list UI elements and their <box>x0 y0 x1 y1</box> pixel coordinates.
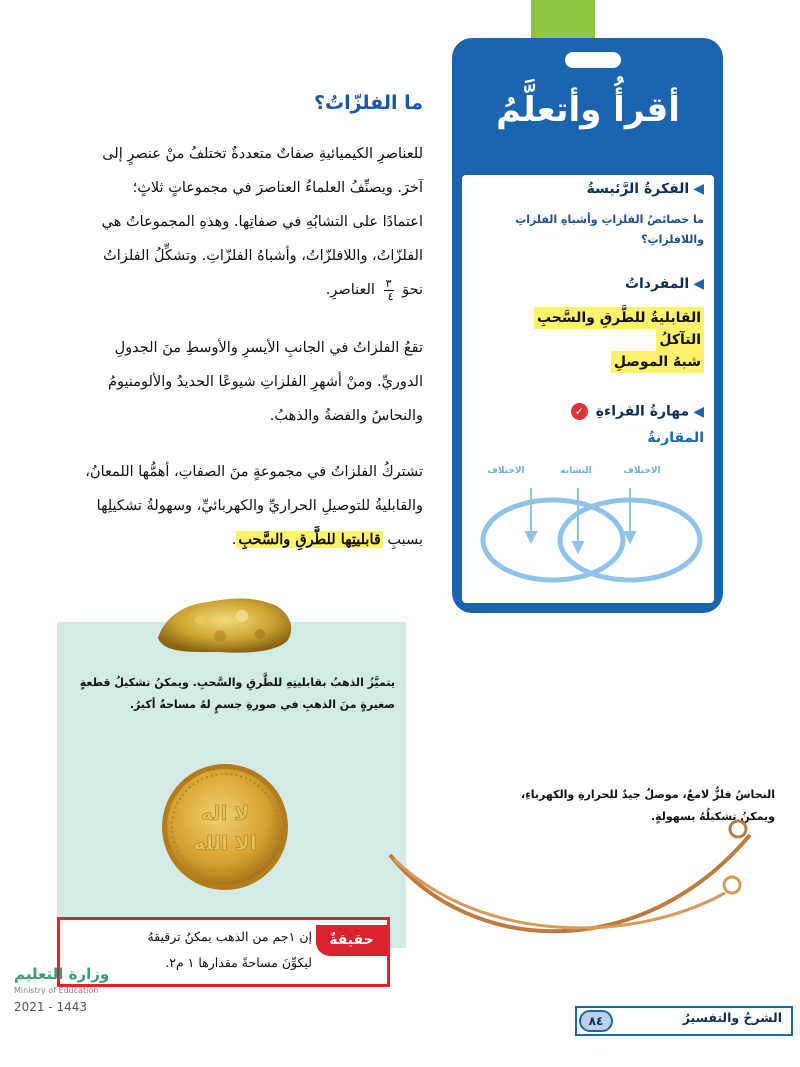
gold-caption: يتميَّزُ الذهبُ بقابليتِهِ للطَّرقِ والسَّحبِ. ويمكنُ تشكيلُ قطعةٍ صغيرةٍ منَ الذهبِ في صورةِ جسمٍ لهُ مساحةٌ أكبرُ. <box>79 676 395 711</box>
paragraph-location <box>53 331 423 433</box>
venn-arrow-head <box>625 532 635 542</box>
fact-line: ليكوِّنَ مساحةً مقدارها ١ م٢. <box>165 955 312 970</box>
paragraph-line: الدوريِّ. ومنْ أشهرِ الفلزاتِ شيوعًا الحديدُ والألومنيومُ <box>108 374 423 390</box>
coin-inscription-1: لا اله <box>200 801 250 825</box>
fact-line: إن ١جم من الذهب يمكنُ ترقيقهُ <box>147 929 312 944</box>
copper-caption: النحاسُ فلزٌّ لامعٌ، موصلٌ جيدٌ للحرارةِ والكهرباءِ، ويمكنُ تشكيلُهُ بسهولةٍ. <box>520 788 775 823</box>
paragraph-line: والنحاسُ والفضةُ والذهبُ. <box>269 408 423 424</box>
paragraph-line: تقعُ الفلزاتُ في الجانبِ الأيسرِ والأوسطِ منَ الجدولِ <box>114 340 423 356</box>
page-number: ٨٤ <box>579 1010 613 1032</box>
panel-hanger-hole <box>565 52 621 68</box>
footer-section-label: الشرحُ والتفسيرُ <box>682 1010 782 1025</box>
fraction-denominator: ٤ <box>387 289 394 303</box>
main-idea-heading-label: الفكرةُ الرَّئيسةُ <box>586 181 690 197</box>
section-title: ما الفلزّاتُ؟ <box>313 92 423 114</box>
ministry-name-en: Ministry of Education <box>14 986 99 995</box>
gold-nugget-image <box>150 590 300 660</box>
vocab-item: القابليةُ للطَّرقِ والسَّحبِ <box>534 307 704 329</box>
reading-skill-heading-label: مهارةُ القراءةِ <box>595 403 690 420</box>
venn-label-difference: الاختلاف <box>487 466 525 476</box>
paragraph-line: آخرَ. ويصنِّفُ العلماءُ العناصرَ في مجموعاتٍ ثلاثٍ؛ <box>132 180 423 196</box>
triangle-arrow-icon: ◀ <box>693 403 704 420</box>
ministry-logo: وزارة التعليم <box>14 965 110 983</box>
paragraph-properties <box>53 455 423 557</box>
paragraph-line: والقابليةُ للتوصيلِ الحراريِّ والكهربائيِّ، وسهولةُ تشكيلِها <box>96 498 423 514</box>
coin-inscription-2: الا الله <box>193 831 257 855</box>
venn-diagram <box>470 470 710 590</box>
venn-circle-left <box>483 500 623 580</box>
main-idea-heading <box>464 181 704 197</box>
paragraph-line <box>53 523 423 557</box>
vocab-item: التآكلُ <box>656 329 704 351</box>
vocab-item: شبهُ الموصلِ <box>611 351 704 373</box>
fraction-suffix: العناصرِ. <box>325 282 375 298</box>
highlight-prefix: بسببِ <box>387 532 423 548</box>
highlighted-term: قابليتِها للطَّرقِ والسَّحبِ <box>238 531 381 548</box>
paragraph-line: تشتركُ الفلزاتُ في مجموعةٍ منَ الصفاتِ، أهمُّها اللمعانُ، <box>85 464 423 480</box>
fraction <box>384 278 394 303</box>
paragraph-line <box>53 273 423 307</box>
fraction-numerator: ٣ <box>385 276 392 290</box>
vocab-heading <box>464 276 704 292</box>
paragraph-line: للعناصرِ الكيميائيةِ صفاتٌ متعددةٌ تختلفُ منْ عنصرٍ إلى <box>102 146 423 162</box>
panel-title: أقرأُ وأتعلَّمُ <box>496 90 680 130</box>
venn-label-similarity: التشابه <box>560 466 592 476</box>
reading-skill: المقارنةُ <box>647 430 704 446</box>
check-icon: ✓ <box>571 403 588 420</box>
vocab-list <box>464 307 704 373</box>
paragraph-classification <box>53 137 423 307</box>
triangle-arrow-icon: ◀ <box>693 181 704 197</box>
edition-year: 2021 - 1443 <box>14 1000 88 1014</box>
highlight-suffix: . <box>231 532 237 548</box>
gold-coin-image <box>160 762 290 892</box>
paragraph-line: اعتمادًا على التشابُهِ في صفاتِها. وهذهِ المجموعاتُ هي <box>101 214 423 230</box>
fact-label: حقيقةٌ <box>316 925 387 956</box>
triangle-arrow-icon: ◀ <box>693 276 704 292</box>
copper-wire-image <box>380 815 760 1000</box>
paragraph-line: الفلزّاتُ، واللافلزّاتُ، وأشباهُ الفلزّاتِ. وتشكِّلُ الفلزاتُ <box>103 248 423 264</box>
venn-arrow-head <box>573 542 583 552</box>
vocab-heading-label: المفرداتُ <box>624 276 690 292</box>
reading-skill-heading <box>464 403 704 420</box>
fraction-prefix: نحوَ <box>402 282 423 298</box>
main-idea-text: ما خصائصُ الفلزاتِ وأشباهِ الفلزاتِ واللافلزاتِ؟ <box>515 213 704 246</box>
venn-label-difference: الاختلاف <box>623 466 661 476</box>
venn-arrow-head <box>526 532 536 542</box>
